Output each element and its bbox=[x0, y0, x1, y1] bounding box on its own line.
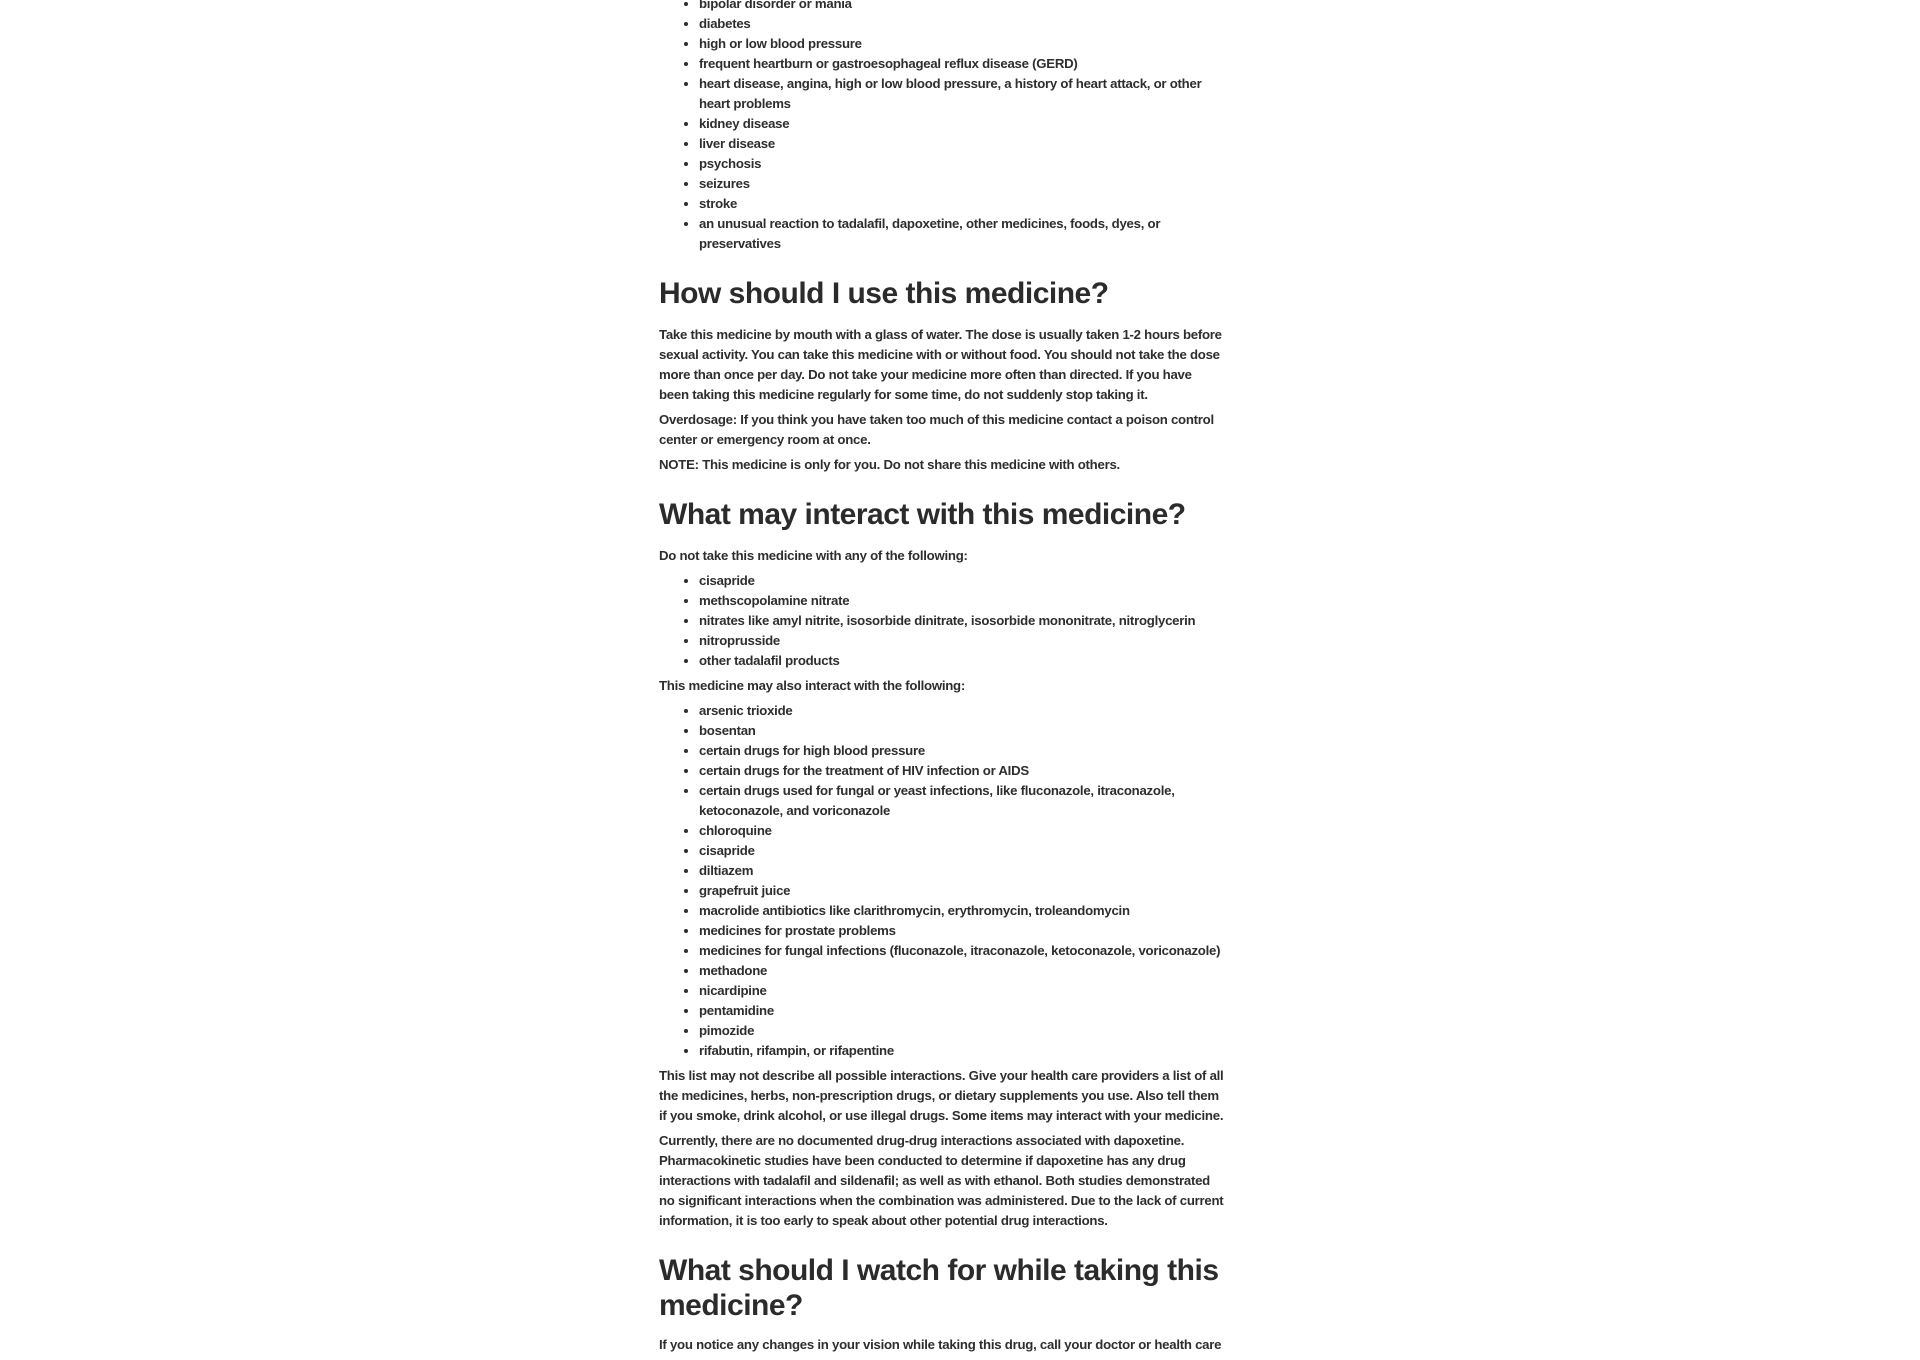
conditions-list bbox=[659, 0, 1224, 254]
paragraph: NOTE: This medicine is only for you. Do not share this medicine with others. bbox=[659, 457, 1120, 472]
list-item: • nicardipine bbox=[699, 981, 1224, 1001]
list-item: • an unusual reaction to tadalafil, dapoxetine, other medicines, foods, dyes, or preservatives bbox=[699, 214, 1224, 254]
list-item: • bipolar disorder or mania bbox=[699, 0, 1224, 14]
list-item: • medicines for prostate problems bbox=[699, 921, 1224, 941]
section-heading-watch-for: What should I watch for while taking this medicine? bbox=[659, 1254, 1219, 1322]
list-item: • pimozide bbox=[699, 1021, 1224, 1041]
list-item: • diltiazem bbox=[699, 861, 1224, 881]
list-item: • stroke bbox=[699, 194, 1224, 214]
list-item: • frequent heartburn or gastroesophageal reflux disease (GERD) bbox=[699, 54, 1224, 74]
paragraph: If you notice any changes in your vision while taking this drug, call your doctor or health care bbox=[659, 1337, 1222, 1352]
paragraph: This list may not describe all possible interactions. Give your health care providers a list of all the medicines, herbs, non-prescription drugs, or dietary supplements you use. Also tell them if you smoke, drink alcohol, or use illegal drugs. Some items may interact with your medicine. bbox=[659, 1068, 1224, 1123]
paragraph: Take this medicine by mouth with a glass of water. The dose is usually taken 1-2 hours before sexual activity. You can take this medicine with or without food. You should not take the dose more than once per day. Do not take your medicine more often than directed. If you have been taking this medicine regularly for some time, do not suddenly stop taking it. bbox=[659, 327, 1222, 402]
list-item: • bosentan bbox=[699, 721, 1224, 741]
list-item: • high or low blood pressure bbox=[699, 34, 1224, 54]
list-item: • pentamidine bbox=[699, 1001, 1224, 1021]
list-item: • heart disease, angina, high or low blood pressure, a history of heart attack, or other heart problems bbox=[699, 74, 1224, 114]
paragraph: Currently, there are no documented drug-drug interactions associated with dapoxetine. Pharmacokinetic studies have been conducted to determine if dapoxetine has any drug interactions with tadalafil and sildenafil; as well as with ethanol. Both studies demonstrated no significant interactions when the combination was administered. Due to the lack of current information, it is too early to speak about other potential drug interactions. bbox=[659, 1133, 1224, 1228]
list-item: • certain drugs used for fungal or yeast infections, like fluconazole, itraconazole, ketoconazole, and voriconazole bbox=[699, 781, 1224, 821]
list-item: • chloroquine bbox=[699, 821, 1224, 841]
list-item: • psychosis bbox=[699, 154, 1224, 174]
list-item: • cisapride bbox=[699, 841, 1224, 861]
list-item: • seizures bbox=[699, 174, 1224, 194]
list-item: • rifabutin, rifampin, or rifapentine bbox=[699, 1041, 1224, 1061]
list-item: • nitroprusside bbox=[699, 631, 1224, 651]
section-heading-interactions: What may interact with this medicine? bbox=[659, 498, 1186, 531]
article-content bbox=[659, 0, 1224, 1360]
list-item: • liver disease bbox=[699, 134, 1224, 154]
list-item: • macrolide antibiotics like clarithromycin, erythromycin, troleandomycin bbox=[699, 901, 1224, 921]
list-item: • nitrates like amyl nitrite, isosorbide dinitrate, isosorbide mononitrate, nitroglycerin bbox=[699, 611, 1224, 631]
list-item: • arsenic trioxide bbox=[699, 701, 1224, 721]
list-item: • medicines for fungal infections (fluconazole, itraconazole, ketoconazole, voriconazole) bbox=[699, 941, 1224, 961]
list-item: • certain drugs for the treatment of HIV infection or AIDS bbox=[699, 761, 1224, 781]
paragraph: Do not take this medicine with any of the following: bbox=[659, 548, 968, 563]
paragraph: Overdosage: If you think you have taken too much of this medicine contact a poison control center or emergency room at once. bbox=[659, 412, 1214, 447]
list-item: • methadone bbox=[699, 961, 1224, 981]
list-item: • grapefruit juice bbox=[699, 881, 1224, 901]
list-item: • cisapride bbox=[699, 571, 1224, 591]
paragraph: This medicine may also interact with the following: bbox=[659, 678, 965, 693]
do-not-take-list bbox=[659, 571, 1224, 671]
list-item: • kidney disease bbox=[699, 114, 1224, 134]
list-item: • certain drugs for high blood pressure bbox=[699, 741, 1224, 761]
list-item: • diabetes bbox=[699, 14, 1224, 34]
may-interact-list bbox=[659, 701, 1224, 1061]
section-heading-how-to-use: How should I use this medicine? bbox=[659, 277, 1109, 310]
list-item: • methscopolamine nitrate bbox=[699, 591, 1224, 611]
list-item: • other tadalafil products bbox=[699, 651, 1224, 671]
